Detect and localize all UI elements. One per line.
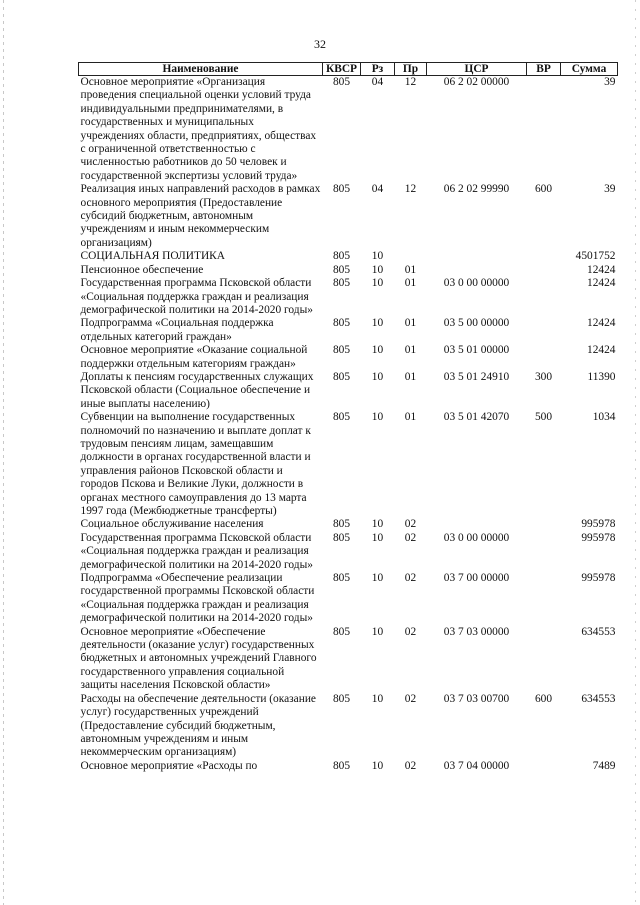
cell-sum: 12424 (587, 277, 616, 290)
cell-sum: 39 (604, 183, 616, 196)
cell-rz: 04 (371, 183, 384, 196)
cell-name: Доплаты к пенсиям государственных служащих Псковской области (Социальное обеспечение и иные выплаты населению) (80, 370, 314, 410)
header-name: Наименование (79, 63, 323, 76)
cell-pr: 01 (404, 344, 417, 357)
page-number: 32 (314, 37, 326, 51)
cell-name: СОЦИАЛЬНАЯ ПОЛИТИКА (80, 250, 226, 263)
table-row (79, 532, 618, 572)
table-row (79, 344, 618, 371)
cell-csr: 06 2 02 99990 (443, 183, 510, 196)
cell-rz: 10 (371, 370, 384, 383)
cell-vr: 500 (534, 411, 553, 424)
cell-name: Основное мероприятие «Оказание социальной поддержки отдельным категориям граждан» (80, 344, 308, 370)
cell-vr (527, 264, 561, 277)
table-row (79, 572, 618, 626)
cell-vr (527, 532, 561, 572)
table-row (79, 518, 618, 531)
table-row (79, 626, 618, 693)
header-vr: ВР (527, 63, 561, 76)
cell-name: Расходы на обеспечение деятельности (оказание услуг) государственных учреждений (Предоставление субсидий бюджетным, автономным учреждениям и иным некоммерческим организациям) (80, 692, 316, 759)
cell-rz: 10 (371, 263, 384, 276)
cell-csr: 03 7 03 00700 (443, 692, 510, 705)
cell-vr (527, 572, 561, 626)
cell-vr (527, 760, 561, 773)
cell-csr (427, 250, 527, 263)
cell-name: Государственная программа Псковской области «Социальная поддержка граждан и реализация демографической политики на 2014-2020 годы» (80, 277, 313, 316)
cell-vr (527, 344, 561, 371)
cell-kvsr: 805 (332, 625, 351, 638)
cell-rz: 10 (371, 531, 384, 544)
cell-pr: 01 (404, 411, 417, 424)
cell-pr: 02 (404, 572, 417, 585)
cell-pr: 02 (404, 692, 417, 705)
cell-pr: 01 (404, 370, 417, 383)
cell-pr: 01 (404, 317, 417, 330)
cell-csr: 03 5 01 24910 (443, 370, 510, 383)
cell-name: Основное мероприятие «Организация проведения специальной оценки условий труда индивидуальными предпринимателями, в государственных и муниципальных учреждениях области, предприятиях, обществах с ограниченной ответственностью с численностью работников до 50 человек и государственной экспертизы условий труда» (80, 76, 317, 182)
cell-pr: 01 (404, 263, 417, 276)
header-sum: Сумма (561, 63, 618, 76)
cell-rz: 04 (371, 76, 384, 88)
cell-csr: 03 7 04 00000 (443, 759, 510, 772)
cell-name: Социальное обслуживание населения (80, 518, 264, 531)
cell-sum: 1034 (592, 411, 616, 424)
cell-vr: 300 (534, 370, 553, 383)
cell-rz: 10 (371, 344, 384, 357)
cell-name: Основное мероприятие «Расходы по (80, 759, 258, 772)
cell-vr (527, 626, 561, 693)
cell-pr: 01 (404, 277, 417, 290)
cell-rz: 10 (371, 518, 384, 531)
table-row (79, 183, 618, 250)
cell-rz: 10 (371, 411, 384, 424)
cell-name: Основное мероприятие «Обеспечение деятельности (оказание услуг) государственных бюджетных и автономных учреждений Главного государственного управления социальной защиты населения Псковской области» (80, 625, 317, 692)
cell-sum: 634553 (581, 692, 616, 705)
cell-sum: 4501752 (575, 250, 616, 263)
cell-pr: 02 (404, 531, 417, 544)
cell-sum: 634553 (581, 625, 616, 638)
cell-rz: 10 (371, 572, 384, 585)
table-row (79, 277, 618, 317)
cell-rz: 10 (371, 250, 384, 263)
cell-csr (427, 518, 527, 531)
cell-sum: 11390 (587, 370, 616, 383)
cell-csr: 03 7 00 00000 (443, 572, 510, 585)
cell-pr: 02 (404, 518, 417, 531)
cell-vr (527, 518, 561, 531)
cell-csr: 06 2 02 00000 (443, 76, 510, 88)
table-row (79, 264, 618, 277)
table-row (79, 411, 618, 518)
scan-edge-left (3, 0, 4, 905)
cell-kvsr: 805 (332, 250, 351, 263)
cell-csr: 03 0 00 00000 (443, 531, 510, 544)
table-row (79, 76, 618, 184)
cell-name: Пенсионное обеспечение (80, 263, 204, 276)
cell-csr: 03 5 01 42070 (443, 411, 510, 424)
cell-kvsr: 805 (332, 370, 351, 383)
cell-csr: 03 5 00 00000 (443, 317, 510, 330)
cell-kvsr: 805 (332, 277, 351, 290)
table-row (79, 250, 618, 263)
cell-name: Подпрограмма «Социальная поддержка отдельных категорий граждан» (80, 317, 274, 343)
table-row (79, 693, 618, 760)
table-row (79, 760, 618, 773)
cell-rz: 10 (371, 277, 384, 290)
cell-kvsr: 805 (332, 572, 351, 585)
cell-rz: 10 (371, 317, 384, 330)
cell-vr: 600 (534, 183, 553, 196)
cell-sum: 7489 (592, 759, 616, 772)
cell-sum: 995978 (581, 572, 616, 585)
cell-name: Государственная программа Псковской области «Социальная поддержка граждан и реализация демографической политики на 2014-2020 годы» (80, 531, 313, 571)
cell-pr: 12 (404, 183, 417, 196)
cell-sum: 12424 (587, 344, 616, 357)
budget-table (78, 62, 618, 773)
scan-edge-right (635, 0, 636, 905)
cell-kvsr: 805 (332, 759, 351, 772)
header-pr: Пр (395, 63, 427, 76)
table-row (79, 371, 618, 411)
cell-pr (395, 250, 427, 263)
cell-sum: 12424 (587, 317, 616, 330)
cell-sum: 39 (604, 76, 616, 88)
cell-kvsr: 805 (332, 183, 351, 196)
cell-pr: 02 (404, 759, 417, 772)
cell-pr: 02 (404, 625, 417, 638)
cell-pr: 12 (404, 76, 417, 88)
cell-rz: 10 (371, 692, 384, 705)
header-csr: ЦСР (427, 63, 527, 76)
cell-rz: 10 (371, 759, 384, 772)
header-rz: Рз (361, 63, 395, 76)
cell-vr (527, 317, 561, 344)
cell-kvsr: 805 (332, 411, 351, 424)
cell-kvsr: 805 (332, 531, 351, 544)
cell-vr: 600 (534, 692, 553, 705)
cell-name: Подпрограмма «Обеспечение реализации государственной программы Псковской области «Социальная поддержка граждан и реализация демографической политики на 2014-2020 годы» (80, 572, 315, 625)
header-kvsr: КВСР (323, 63, 361, 76)
cell-csr: 03 7 03 00000 (443, 625, 510, 638)
cell-kvsr: 805 (332, 263, 351, 276)
cell-kvsr: 805 (332, 692, 351, 705)
cell-csr: 03 0 00 00000 (443, 277, 510, 290)
cell-sum: 995978 (581, 531, 616, 544)
cell-kvsr: 805 (332, 344, 351, 357)
cell-name: Реализация иных направлений расходов в рамках основного мероприятия (Предоставление субсидий бюджетным, автономным учреждениям и иным некоммерческим организациям) (80, 183, 321, 249)
table-row (79, 317, 618, 344)
cell-sum: 12424 (587, 263, 616, 276)
cell-kvsr: 805 (332, 76, 351, 88)
cell-kvsr: 805 (332, 518, 351, 531)
cell-vr (527, 277, 561, 317)
cell-vr (527, 250, 561, 263)
cell-rz: 10 (371, 625, 384, 638)
table-body (79, 76, 618, 774)
cell-csr (427, 264, 527, 277)
cell-name: Субвенции на выполнение государственных полномочий по назначению и выплате доплат к трудовым пенсиям лицам, замещавшим должности в органах государственной власти и управления районов Псковской области и городов Пскова и Великие Луки, должности в органах местного самоуправления до 13 марта 1997 года (Межбюджетные трансферты) (80, 411, 311, 517)
cell-sum: 995978 (581, 518, 616, 531)
cell-csr: 03 5 01 00000 (443, 344, 510, 357)
cell-kvsr: 805 (332, 317, 351, 330)
table-header-row (79, 63, 618, 76)
cell-vr (527, 76, 561, 184)
